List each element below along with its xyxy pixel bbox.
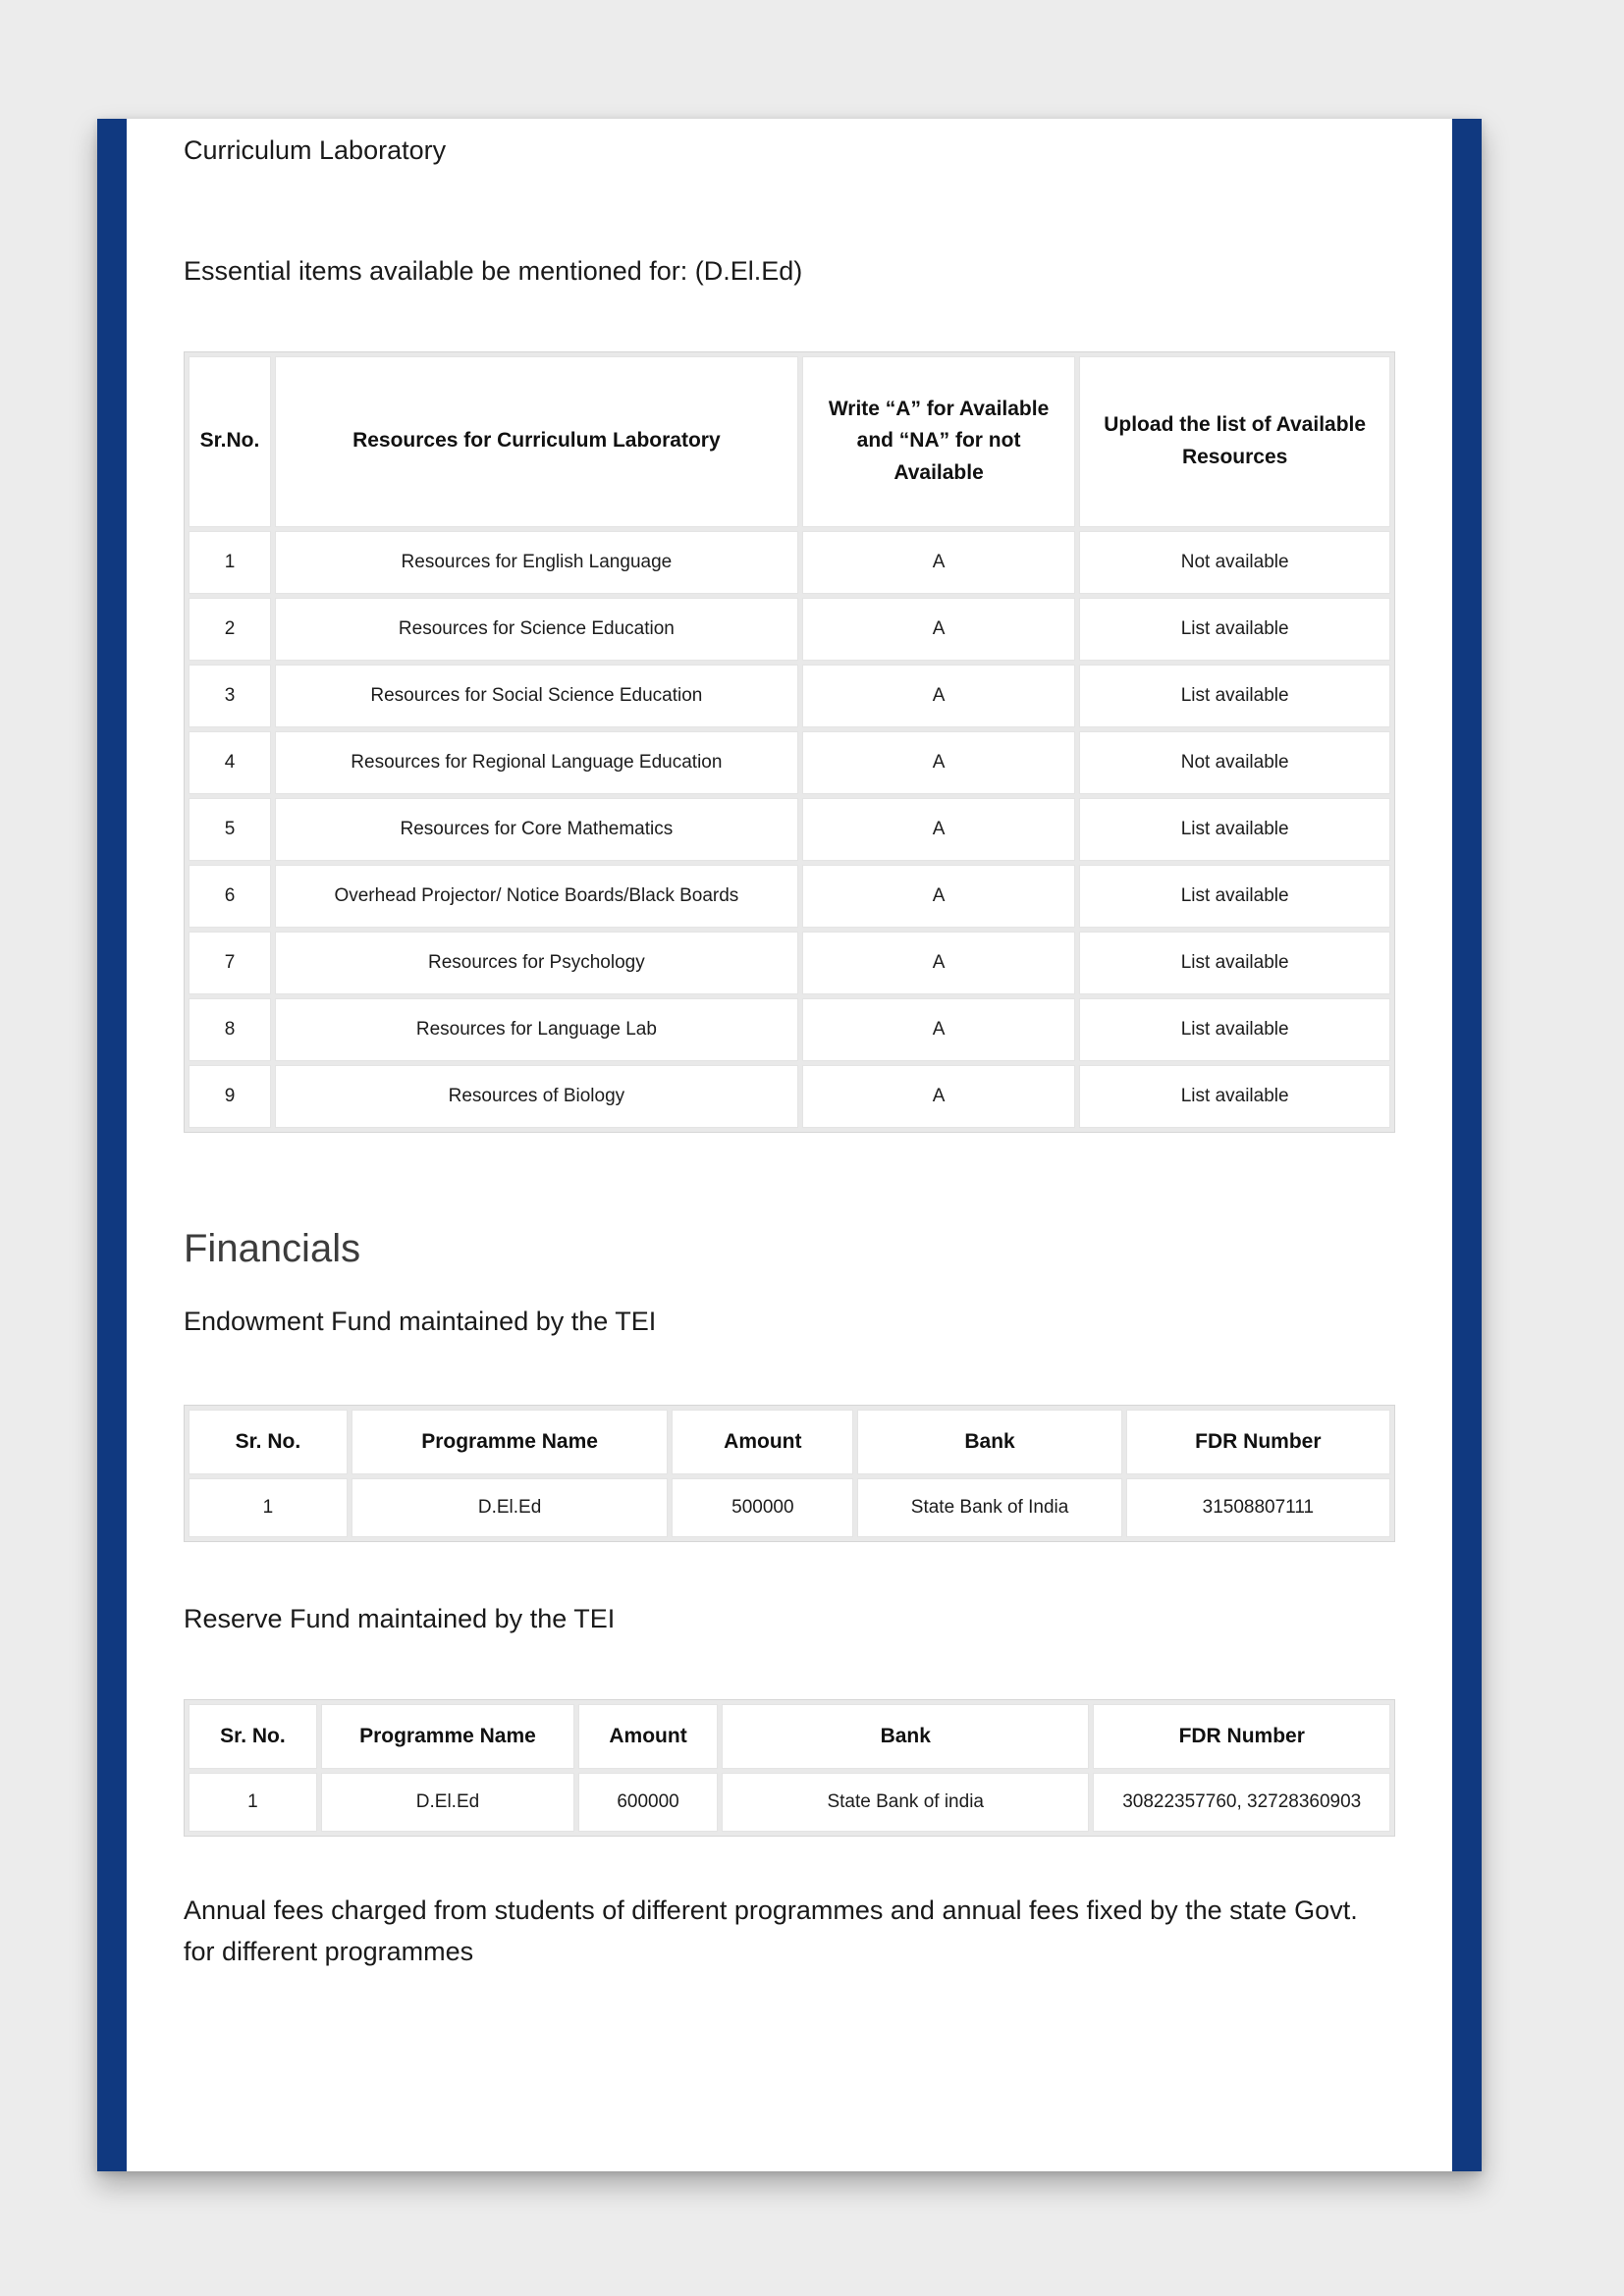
table-cell: 5 xyxy=(189,798,271,861)
table-cell: State Bank of india xyxy=(722,1773,1089,1832)
column-header-fdr-number: FDR Number xyxy=(1093,1704,1390,1769)
table-cell: Not available xyxy=(1079,731,1390,794)
table-cell: 2 xyxy=(189,598,271,661)
column-header-amount: Amount xyxy=(672,1410,853,1474)
table-cell: 1 xyxy=(189,1773,317,1832)
column-header-bank: Bank xyxy=(722,1704,1089,1769)
table-row xyxy=(189,665,1390,727)
table-body xyxy=(189,1478,1390,1537)
column-header-sr-no: Sr. No. xyxy=(189,1410,348,1474)
table-cell: List available xyxy=(1079,665,1390,727)
table-cell: D.El.Ed xyxy=(352,1478,668,1537)
table-cell: A xyxy=(802,665,1076,727)
table-row xyxy=(189,1065,1390,1128)
table-cell: Overhead Projector/ Notice Boards/Black Boards xyxy=(275,865,798,928)
reserve-fund-caption: Reserve Fund maintained by the TEI xyxy=(184,1604,616,1634)
column-header-amount: Amount xyxy=(578,1704,718,1769)
table-cell: A xyxy=(802,998,1076,1061)
table-cell: State Bank of India xyxy=(857,1478,1121,1537)
column-header-sr-no: Sr. No. xyxy=(189,1704,317,1769)
table-cell: A xyxy=(802,598,1076,661)
table-header-row xyxy=(189,356,1390,527)
table-cell: A xyxy=(802,731,1076,794)
endowment-fund-caption: Endowment Fund maintained by the TEI xyxy=(184,1306,657,1336)
table-cell: Resources of Biology xyxy=(275,1065,798,1128)
page-title: Curriculum Laboratory xyxy=(184,135,447,165)
table-cell: A xyxy=(802,865,1076,928)
table-cell: A xyxy=(802,932,1076,994)
table-row xyxy=(189,798,1390,861)
annual-fees-text: Annual fees charged from students of different programmes and annual fees fixed by the state Govt. for different programmes xyxy=(184,1896,1358,1967)
table-cell: List available xyxy=(1079,1065,1390,1128)
page-subtitle: Essential items available be mentioned for: (D.El.Ed) xyxy=(184,255,803,286)
table-cell: 4 xyxy=(189,731,271,794)
table-cell: Resources for Language Lab xyxy=(275,998,798,1061)
table-row xyxy=(189,998,1390,1061)
column-header-programme-name: Programme Name xyxy=(321,1704,574,1769)
table-cell: List available xyxy=(1079,932,1390,994)
table-row xyxy=(189,932,1390,994)
table-cell: 1 xyxy=(189,1478,348,1537)
table-cell: 8 xyxy=(189,998,271,1061)
curriculum-resources-table xyxy=(184,351,1395,1133)
endowment-fund-table xyxy=(184,1405,1395,1542)
table-cell: 7 xyxy=(189,932,271,994)
table-cell: List available xyxy=(1079,865,1390,928)
table-cell: List available xyxy=(1079,798,1390,861)
table-cell: Resources for English Language xyxy=(275,531,798,594)
column-header-upload-list: Upload the list of Available Resources xyxy=(1079,356,1390,527)
financials-heading: Financials xyxy=(184,1226,361,1270)
column-header-sr-no: Sr.No. xyxy=(189,356,271,527)
reserve-fund-table xyxy=(184,1699,1395,1837)
table-cell: A xyxy=(802,1065,1076,1128)
table-row xyxy=(189,1478,1390,1537)
table-cell: Not available xyxy=(1079,531,1390,594)
table-cell: D.El.Ed xyxy=(321,1773,574,1832)
table-cell: A xyxy=(802,531,1076,594)
table-cell: 3 xyxy=(189,665,271,727)
table-header-row xyxy=(189,1410,1390,1474)
table-cell: Resources for Social Science Education xyxy=(275,665,798,727)
table-body xyxy=(189,1773,1390,1832)
table-cell: 500000 xyxy=(672,1478,853,1537)
table-cell: 31508807111 xyxy=(1126,1478,1390,1537)
table-row xyxy=(189,731,1390,794)
column-header-availability: Write “A” for Available and “NA” for not Available xyxy=(802,356,1076,527)
page-content xyxy=(127,119,1452,2171)
table-cell: Resources for Science Education xyxy=(275,598,798,661)
table-cell: 30822357760, 32728360903 xyxy=(1093,1773,1390,1832)
column-header-resources: Resources for Curriculum Laboratory xyxy=(275,356,798,527)
column-header-bank: Bank xyxy=(857,1410,1121,1474)
table-cell: Resources for Psychology xyxy=(275,932,798,994)
table-row xyxy=(189,598,1390,661)
table-cell: 600000 xyxy=(578,1773,718,1832)
table-body xyxy=(189,531,1390,1128)
table-cell: 9 xyxy=(189,1065,271,1128)
column-header-fdr-number: FDR Number xyxy=(1126,1410,1390,1474)
table-cell: A xyxy=(802,798,1076,861)
table-cell: List available xyxy=(1079,998,1390,1061)
table-cell: 1 xyxy=(189,531,271,594)
table-row xyxy=(189,531,1390,594)
table-row xyxy=(189,865,1390,928)
table-cell: Resources for Regional Language Education xyxy=(275,731,798,794)
table-header-row xyxy=(189,1704,1390,1769)
table-cell: List available xyxy=(1079,598,1390,661)
table-cell: Resources for Core Mathematics xyxy=(275,798,798,861)
table-row xyxy=(189,1773,1390,1832)
document-page xyxy=(97,119,1482,2171)
column-header-programme-name: Programme Name xyxy=(352,1410,668,1474)
table-cell: 6 xyxy=(189,865,271,928)
